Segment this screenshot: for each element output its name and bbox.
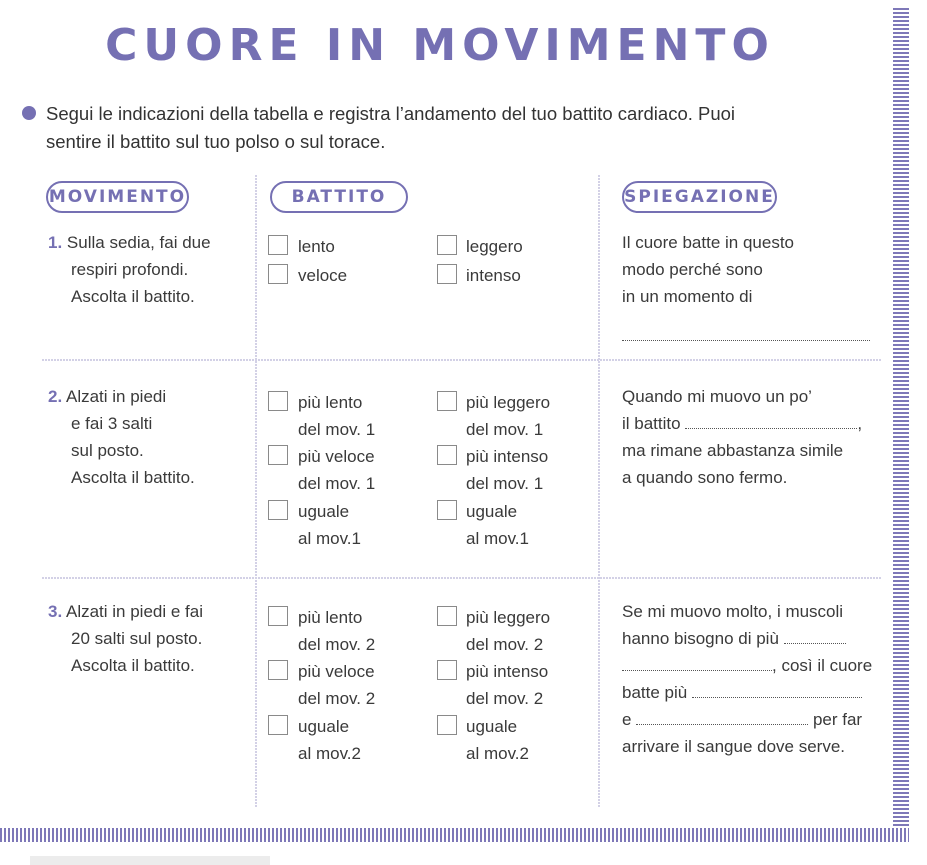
- instructions: Segui le indicazioni della tabella e registra l’andamento del tuo battito cardiaco. Puoi sentire il battito sul tuo polso o sul torace.: [46, 103, 736, 152]
- checkbox-row3-piu-lento[interactable]: [268, 606, 288, 626]
- checkbox-row1-leggero[interactable]: [437, 235, 457, 255]
- row-divider: [42, 359, 882, 361]
- checkbox-row2-piu-leggero[interactable]: [437, 391, 457, 411]
- page-border-bottom: [0, 828, 909, 842]
- checkbox-row3-piu-veloce[interactable]: [268, 660, 288, 680]
- option-label: intenso: [466, 266, 521, 285]
- checkbox-row2-piu-lento[interactable]: [268, 391, 288, 411]
- checkbox-row3-uguale-2[interactable]: [437, 715, 457, 735]
- page-footer-bar: [30, 856, 270, 865]
- checkbox-row1-veloce[interactable]: [268, 264, 288, 284]
- option-label: uguale al mov.2: [466, 717, 529, 763]
- option-label: più intenso del mov. 1: [466, 447, 549, 493]
- page-border-right: [893, 8, 909, 828]
- bullet-icon: [22, 106, 36, 120]
- fill-blank-row3-a[interactable]: [784, 629, 846, 644]
- checkbox-row2-piu-intenso[interactable]: [437, 445, 457, 465]
- checkbox-row3-piu-intenso[interactable]: [437, 660, 457, 680]
- row2-explanation: Quando mi muovo un po’ il battito , ma rimane abbastanza simile a quando sono fermo.: [622, 387, 863, 487]
- row1-number: 1.: [48, 233, 63, 252]
- checkbox-row2-uguale[interactable]: [268, 500, 288, 520]
- row3-explanation: Se mi muovo molto, i muscoli hanno bisogno di più , così il cuore batte più e per far arrivare il sangue dove serve.: [622, 602, 873, 756]
- column-divider: [598, 175, 600, 807]
- fill-blank-row2[interactable]: [685, 414, 857, 429]
- option-label: uguale al mov.1: [466, 502, 529, 548]
- option-label: uguale al mov.2: [298, 717, 361, 763]
- fill-blank-row3-d[interactable]: [636, 710, 808, 725]
- option-label: uguale al mov.1: [298, 502, 361, 548]
- header-spiegazione: SPIEGAZIONE: [622, 181, 777, 213]
- checkbox-row1-intenso[interactable]: [437, 264, 457, 284]
- header-movimento: MOVIMENTO: [46, 181, 189, 213]
- option-label: più veloce del mov. 2: [298, 662, 376, 708]
- column-divider: [255, 175, 257, 807]
- option-label: più lento del mov. 1: [298, 393, 376, 439]
- row1-movement: 1. Sulla sedia, fai due respiri profondi. Ascolta il battito.: [48, 233, 211, 306]
- checkbox-row3-piu-leggero[interactable]: [437, 606, 457, 626]
- row3-movement: 3. Alzati in piedi e fai 20 salti sul posto. Ascolta il battito.: [48, 602, 204, 675]
- fill-blank-row3-b[interactable]: [622, 656, 772, 671]
- row2-number: 2.: [48, 387, 63, 406]
- checkbox-row1-lento[interactable]: [268, 235, 288, 255]
- option-label: più leggero del mov. 2: [466, 608, 551, 654]
- row3-number: 3.: [48, 602, 63, 621]
- option-label: veloce: [298, 266, 348, 285]
- checkbox-row2-piu-veloce[interactable]: [268, 445, 288, 465]
- option-label: più lento del mov. 2: [298, 608, 376, 654]
- row1-explanation: Il cuore batte in questo modo perché sono in un momento di: [622, 233, 795, 306]
- page-title: CUORE IN MOVIMENTO: [105, 20, 775, 71]
- row-divider: [42, 577, 882, 579]
- option-label: lento: [298, 237, 335, 256]
- option-label: leggero: [466, 237, 523, 256]
- row2-movement: 2. Alzati in piedi e fai 3 salti sul posto. Ascolta il battito.: [48, 387, 195, 487]
- header-battito: BATTITO: [270, 181, 408, 213]
- fill-blank-row1[interactable]: [622, 340, 870, 341]
- option-label: più leggero del mov. 1: [466, 393, 551, 439]
- option-label: più intenso del mov. 2: [466, 662, 549, 708]
- fill-blank-row3-c[interactable]: [692, 683, 862, 698]
- option-label: più veloce del mov. 1: [298, 447, 376, 493]
- checkbox-row2-uguale-2[interactable]: [437, 500, 457, 520]
- checkbox-row3-uguale[interactable]: [268, 715, 288, 735]
